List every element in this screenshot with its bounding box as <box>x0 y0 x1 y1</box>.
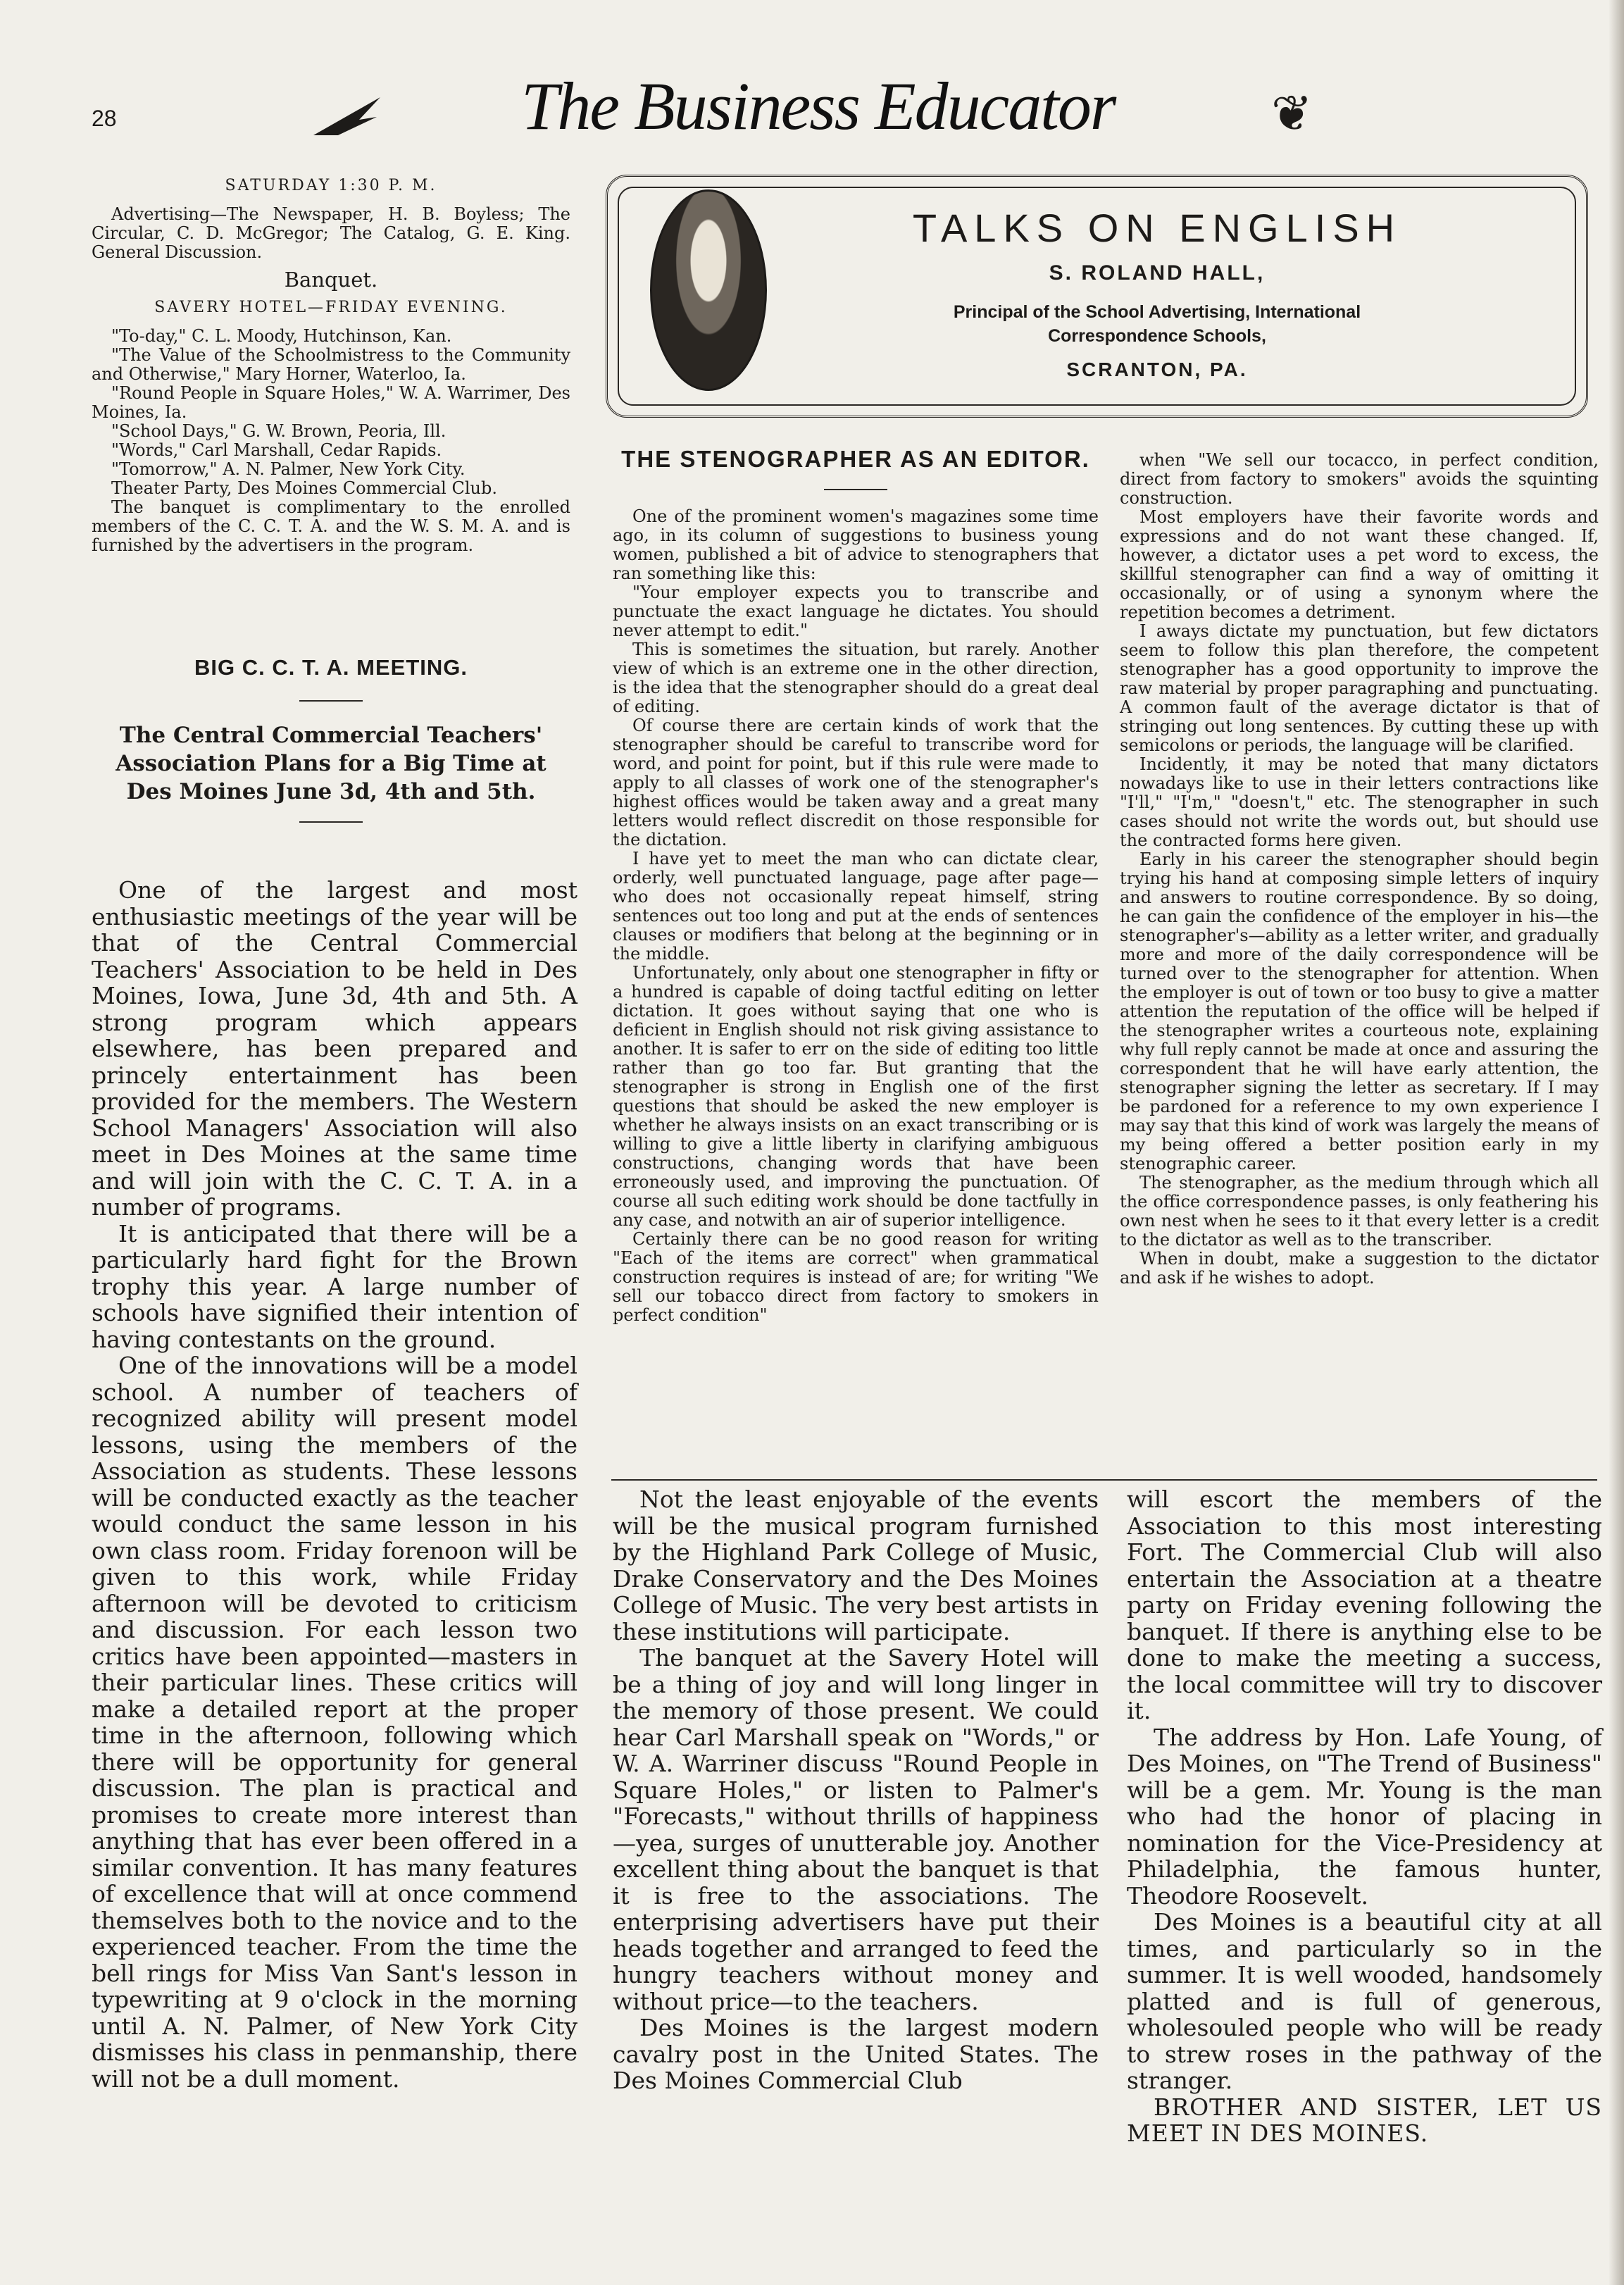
meeting-paragraph: Des Moines is a beautiful city at all times, and particularly so in the summer. It is well wooded, handsomely platted and is full of generous, wholesouled people who will be ready to strew roses in the pathway of the stranger. <box>1127 1908 1602 2094</box>
article-paragraph: Unfortunately, only about one stenographer in fifty or a hundred is capable of doing tactful editing on letter dictation. It goes without saying that one who is deficient in English should not risk giving assistance to another. It is safer to err on the side of editing too little rather than go too far. But granting that the stenographer is strong in English one of the first questions that should be asked the new employer is whether he always insists on an exact transcribing or is willing to give a little liberty in clarifying ambiguous constructions, changing words that have been erroneously used, and improving the punctuation. Of course all such editing work should be done tactfully in any case, and notwith an air of superior intelligence. <box>613 963 1099 1230</box>
meeting-body-left <box>92 877 577 2092</box>
banquet-line: Theater Party, Des Moines Commercial Club. <box>111 478 497 498</box>
meeting-paragraph: One of the largest and most enthusiastic meetings of the year will be that of the Central Commercial Teachers' Association to be held in Des Moines, Iowa, June 3d, 4th and 5th. A strong program which appears elsewhere, has been prepared and princely entertainment has been provided for the members. The Western School Managers' Association will also meet in Des Moines at the same time and will join with the C. C. T. A. in a number of programs. <box>92 876 577 1221</box>
banquet-line: "School Days," G. W. Brown, Peoria, Ill. <box>111 421 446 441</box>
program-schedule <box>92 176 570 555</box>
article-paragraph: When in doubt, make a suggestion to the dictator and ask if he wishes to adopt. <box>1120 1249 1599 1288</box>
article-paragraph: when "We sell our tocacco, in perfect condition, direct from factory to smokers" avoids the squinting construction. <box>1120 450 1599 508</box>
article-paragraph: Of course there are certain kinds of work that the stenographer should be careful to transcribe word for word, and point for point, but if this rule were made to apply to all classes of work one of the stenographer's highest offices would be taken away and a great many letters would reflect discredit on those responsible for the dictation. <box>613 716 1099 849</box>
meeting-paragraph: The banquet at the Savery Hotel will be a thing of joy and will long linger in the memory of those present. We could hear Carl Marshall speak on "Words," or W. A. Warriner discuss "Round People in Square Holes," or listen to Palmer's "Forecasts," without thrills of happiness—yea, surges of unutterable joy. Another excellent thing about the banquet is that it is free to the associations. The enterprising advertisers have put their heads together and arranged to feed the hungry teachers without money and without price—to the teachers. <box>613 1644 1099 2015</box>
article-paragraph: Certainly there can be no good reason for writing "Each of the items are correct" when grammatical construction requires is instead of are; for writing "We sell our tobacco direct from factory to smokers in perfect condition" <box>613 1229 1099 1325</box>
banquet-line: "Round People in Square Holes," W. A. Warrimer, Des Moines, Ia. <box>92 383 570 422</box>
meeting-body-right <box>1127 1486 1602 2147</box>
author-role <box>791 300 1523 348</box>
author-location: SCRANTON, PA. <box>1066 359 1248 380</box>
subtitle-rule <box>299 821 363 823</box>
banquet-heading: Banquet. <box>284 268 378 292</box>
banquet-line: "The Value of the Schoolmistress to the Community and Otherwise," Mary Horner, Waterloo, Ia. <box>92 345 570 384</box>
article-paragraph: Early in his career the stenographer should begin trying his hand at composing simple letters of inquiry and answers to routine correspondence. By so doing, he can gain the confidence of the employer in his—the stenographer's—ability as a letter writer, and gradually more and more of the daily correspondence will be turned over to the stenographer for attention. When the employer is out of town or too busy to give a matter attention the reputation of the office will be helped if the stenographer writes a courteous note, explaining why full reply cannot be made at once and assuring the correspondent that he will have early attention, the stenographer signing the letter as secretary. If I may be pardoned for a reference to my own experience I may say that this kind of work was largely the means of my being offered a better position early in my stenographic career. <box>1120 849 1599 1173</box>
meeting-paragraph: will escort the members of the Association to this most interesting Fort. The Commercial Club will also entertain the Association at a theatre party on Friday evening following the banquet. If there is anything else to be done to make the meeting a success, the local committee will try to discover it. <box>1127 1486 1602 1724</box>
banquet-venue: SAVERY HOTEL—FRIDAY EVENING. <box>154 299 508 316</box>
meeting-title: BIG C. C. T. A. MEETING. <box>194 655 468 680</box>
author-role-line: Correspondence Schools, <box>1048 326 1266 346</box>
meeting-paragraph: One of the innovations will be a model school. A number of teachers of recognized ability will present model lessons, using the members of the Association as students. These lessons will be conducted exactly as the teacher would conduct the same lesson in his own class room. Friday forenoon will be given to this work, while Friday afternoon will be devoted to criticism and discussion. For each lesson two critics have been appointed—masters in their particular lines. These critics will make a detailed report at the proper time in the afternoon, following which there will be opportunity for general discussion. The plan is practical and promises to create more interest than anything that has ever been offered in a similar convention. It has many features of excellence that will at once commend themselves both to the novice and to the experienced teacher. From the time the bell rings for Miss Van Sant's lesson in typewriting at 9 o'clock in the morning until A. N. Palmer, of New York City dismisses his class in penmanship, there will not be a dull moment. <box>92 1352 577 2093</box>
page-edge-shadow <box>1609 0 1624 2285</box>
banquet-line: "Words," Carl Marshall, Cedar Rapids. <box>111 440 442 460</box>
article-rule <box>824 489 887 490</box>
stenographer-article-col1 <box>613 444 1099 1325</box>
masthead-title: The Business Educator <box>521 68 1116 144</box>
article-paragraph: Most employers have their favorite words and expressions and do not want these changed. If, however, a dictator uses a pet word to excess, the skillful stenographer can find a way of omitting it occasionally, or of using a synonym where the repetition becomes a detriment. <box>1120 507 1599 622</box>
article-paragraph: "Your employer expects you to transcribe and punctuate the exact language he dictates. You should never attempt to edit." <box>613 583 1099 640</box>
article-paragraph: One of the prominent women's magazines some time ago, in its column of suggestions to business young women, published a bit of advice to stenographers that ran something like this: <box>613 506 1099 583</box>
meeting-body-middle <box>613 1486 1099 2094</box>
meeting-subtitle: The Central Commercial Teachers' Association Plans for a Big Time at Des Moines June 3d, 4th and 5th. <box>115 723 546 804</box>
meeting-paragraph: The address by Hon. Lafe Young, of Des Moines, on "The Trend of Business" will be a gem. Mr. Young is the man who had the honor of placing in nomination for the Vice-Presidency at Philadelphia, the famous hunter, Theodore Roosevelt. <box>1127 1723 1602 1910</box>
meeting-article-header <box>92 655 570 823</box>
author-role-line: Principal of the School Advertising, International <box>953 302 1361 322</box>
title-rule <box>299 700 363 702</box>
meeting-paragraph: It is anticipated that there will be a particularly hard fight for the Brown trophy this year. A large number of schools have signified their intention of having contestants on the ground. <box>92 1219 577 1353</box>
banquet-line: "Tomorrow," A. N. Palmer, New York City. <box>111 459 466 479</box>
article-paragraph: The stenographer, as the medium through which all the office correspondence passes, is only feathering his own nest when he sees to it that every letter is a credit to the dictator as well as to the transcriber. <box>1120 1173 1599 1250</box>
banquet-line: The banquet is complimentary to the enrolled members of the C. C. T. A. and the W. S. M. A. and is furnished by the advertisers in the program. <box>92 497 570 555</box>
article-paragraph: Incidently, it may be noted that many dictators nowadays like to use in their letters contractions like "I'll," "I'm," "doesn't," etc. The stenographer in such cases should not write the words out, but should use the contracted forms here given. <box>1120 754 1599 850</box>
schedule-text: Advertising—The Newspaper, H. B. Boyless; The Circular, C. D. McGregor; The Catalog, G. E. King. General Discussion. <box>92 204 570 262</box>
stenographer-article-col2 <box>1120 451 1599 1288</box>
meeting-paragraph: Not the least enjoyable of the events will be the musical program furnished by the Highland Park College of Music, Drake Conservatory and the Des Moines College of Music. The very best artists in these institutions will participate. <box>613 1486 1099 1645</box>
meeting-paragraph: Des Moines is the largest modern cavalry post in the United States. The Des Moines Commercial Club <box>613 2014 1099 2094</box>
article-paragraph: I aways dictate my punctuation, but few dictators seem to follow this plan therefore, the competent stenographer has a good opportunity to improve the raw material by proper paragraphing and punctuating. A common fault of the average dictator is that of stringing out long sentences. By cutting these up with semicolons or periods, the language will be clarified. <box>1120 621 1599 755</box>
stenographer-title: THE STENOGRAPHER AS AN EDITOR. <box>621 446 1090 472</box>
banquet-line: "To-day," C. L. Moody, Hutchinson, Kan. <box>111 326 452 346</box>
schedule-heading: SATURDAY 1:30 P. M. <box>225 177 437 194</box>
section-divider <box>611 1479 1597 1481</box>
article-paragraph: I have yet to meet the man who can dictate clear, orderly, well punctuated language, page after page—who does not occasionally repeat himself, string sentences out too long and put at the ends of sentences clauses or modifiers that belong at the beginning or in the middle. <box>613 849 1099 964</box>
column-title: TALKS ON ENGLISH <box>912 206 1402 250</box>
author-name: S. ROLAND HALL, <box>1049 261 1266 285</box>
quill-icon <box>310 92 387 144</box>
author-portrait <box>650 189 767 391</box>
page-number: 28 <box>92 106 117 131</box>
article-paragraph: This is sometimes the situation, but rarely. Another view of which is an extreme one in the other direction, is the idea that the stenographer should do a great deal of editing. <box>613 640 1099 716</box>
ornament-icon: ❦ <box>1271 85 1313 142</box>
banquet-list <box>92 327 570 555</box>
talks-on-english-box <box>606 175 1588 418</box>
closing-line: BROTHER AND SISTER, LET US MEET IN DES MOINES. <box>1127 2093 1602 2147</box>
